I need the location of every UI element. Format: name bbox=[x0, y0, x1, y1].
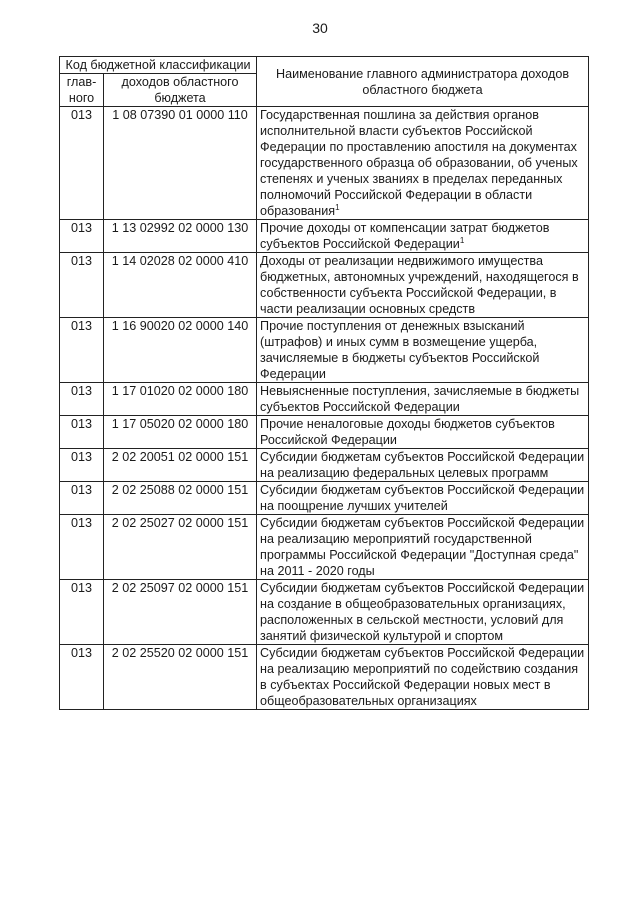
footnote-marker: 1 bbox=[459, 235, 465, 245]
table-row bbox=[60, 449, 589, 482]
income-code-cell: 1 14 02028 02 0000 410 bbox=[104, 253, 257, 318]
income-code-cell: 2 02 25520 02 0000 151 bbox=[104, 645, 257, 710]
administrator-name-text: Прочие неналоговые доходы бюджетов субъектов Российской Федерации bbox=[260, 417, 555, 447]
page-number: 30 bbox=[312, 20, 328, 36]
admin-code-cell: 013 bbox=[60, 515, 104, 580]
administrator-name-text: Государственная пошлина за действия органов исполнительной власти субъектов Российской Федерации по проставлению апостиля на документах государственного образца об образовании, об ученых степенях и ученых званиях в пределах переданных полномочий Российской Федерации в области образования bbox=[260, 108, 578, 218]
admin-code-cell: 013 bbox=[60, 482, 104, 515]
table-body bbox=[60, 107, 589, 710]
administrator-name-text: Субсидии бюджетам субъектов Российской Федерации на реализацию федеральных целевых программ bbox=[260, 450, 585, 480]
footnote-marker: 1 bbox=[335, 202, 340, 212]
administrator-name-cell bbox=[257, 645, 589, 710]
header-admin-code: глав-ного bbox=[60, 74, 104, 107]
administrator-name-cell bbox=[257, 515, 589, 580]
admin-code-cell: 013 bbox=[60, 253, 104, 318]
administrator-name-cell bbox=[257, 416, 589, 449]
income-code-cell: 2 02 25088 02 0000 151 bbox=[104, 482, 257, 515]
income-code-cell: 1 16 90020 02 0000 140 bbox=[104, 318, 257, 383]
administrator-name-text: Прочие доходы от компенсации затрат бюджетов субъектов Российской Федерации bbox=[260, 221, 550, 251]
header-administrator-name: Наименование главного администратора доходов областного бюджета bbox=[257, 57, 589, 107]
table-row bbox=[60, 318, 589, 383]
admin-code-cell: 013 bbox=[60, 318, 104, 383]
administrator-name-cell bbox=[257, 220, 589, 253]
income-code-cell: 1 08 07390 01 0000 110 bbox=[104, 107, 257, 220]
header-classification-code: Код бюджетной классификации bbox=[60, 57, 257, 74]
table-row bbox=[60, 515, 589, 580]
table-row bbox=[60, 416, 589, 449]
administrator-name-cell bbox=[257, 449, 589, 482]
admin-code-cell: 013 bbox=[60, 220, 104, 253]
income-code-cell: 2 02 25097 02 0000 151 bbox=[104, 580, 257, 645]
administrator-name-cell bbox=[257, 383, 589, 416]
income-code-cell: 1 13 02992 02 0000 130 bbox=[104, 220, 257, 253]
income-code-cell: 2 02 20051 02 0000 151 bbox=[104, 449, 257, 482]
table-row bbox=[60, 383, 589, 416]
admin-code-cell: 013 bbox=[60, 645, 104, 710]
admin-code-cell: 013 bbox=[60, 449, 104, 482]
income-code-cell: 1 17 01020 02 0000 180 bbox=[104, 383, 257, 416]
administrator-name-cell bbox=[257, 318, 589, 383]
table-row bbox=[60, 253, 589, 318]
administrator-name-cell bbox=[257, 253, 589, 318]
table-row bbox=[60, 580, 589, 645]
administrator-name-text: Субсидии бюджетам субъектов Российской Федерации на создание в общеобразовательных организациях, расположенных в сельской местности, условий для занятий физической культурой и спортом bbox=[260, 581, 585, 643]
table-row bbox=[60, 645, 589, 710]
administrator-name-text: Доходы от реализации недвижимого имущества бюджетных, автономных учреждений, находящегося в собственности субъекта Российской Федерации, в части реализации основных средств bbox=[260, 254, 579, 316]
administrator-name-cell bbox=[257, 580, 589, 645]
table-row bbox=[60, 482, 589, 515]
admin-code-cell: 013 bbox=[60, 107, 104, 220]
administrator-name-text: Субсидии бюджетам субъектов Российской Федерации на поощрение лучших учителей bbox=[260, 483, 585, 513]
budget-classification-table bbox=[59, 56, 589, 710]
administrator-name-cell bbox=[257, 107, 589, 220]
administrator-name-text: Прочие поступления от денежных взысканий (штрафов) и иных сумм в возмещение ущерба, зачисляемые в бюджеты субъектов Российской Федерации bbox=[260, 319, 540, 381]
income-code-cell: 2 02 25027 02 0000 151 bbox=[104, 515, 257, 580]
admin-code-cell: 013 bbox=[60, 580, 104, 645]
income-code-cell: 1 17 05020 02 0000 180 bbox=[104, 416, 257, 449]
administrator-name-text: Субсидии бюджетам субъектов Российской Федерации на реализацию мероприятий по содействию создания в субъектах Российской Федерации новых мест в общеобразовательных организациях bbox=[260, 646, 585, 708]
header-income-code: доходов областного бюджета bbox=[104, 74, 257, 107]
administrator-name-text: Субсидии бюджетам субъектов Российской Федерации на реализацию мероприятий государственной программы Российской Федерации "Доступная среда" на 2011 - 2020 годы bbox=[260, 516, 585, 578]
administrator-name-cell bbox=[257, 482, 589, 515]
administrator-name-text: Невыясненные поступления, зачисляемые в бюджеты субъектов Российской Федерации bbox=[260, 384, 580, 414]
table-row bbox=[60, 220, 589, 253]
admin-code-cell: 013 bbox=[60, 416, 104, 449]
table-row bbox=[60, 107, 589, 220]
admin-code-cell: 013 bbox=[60, 383, 104, 416]
